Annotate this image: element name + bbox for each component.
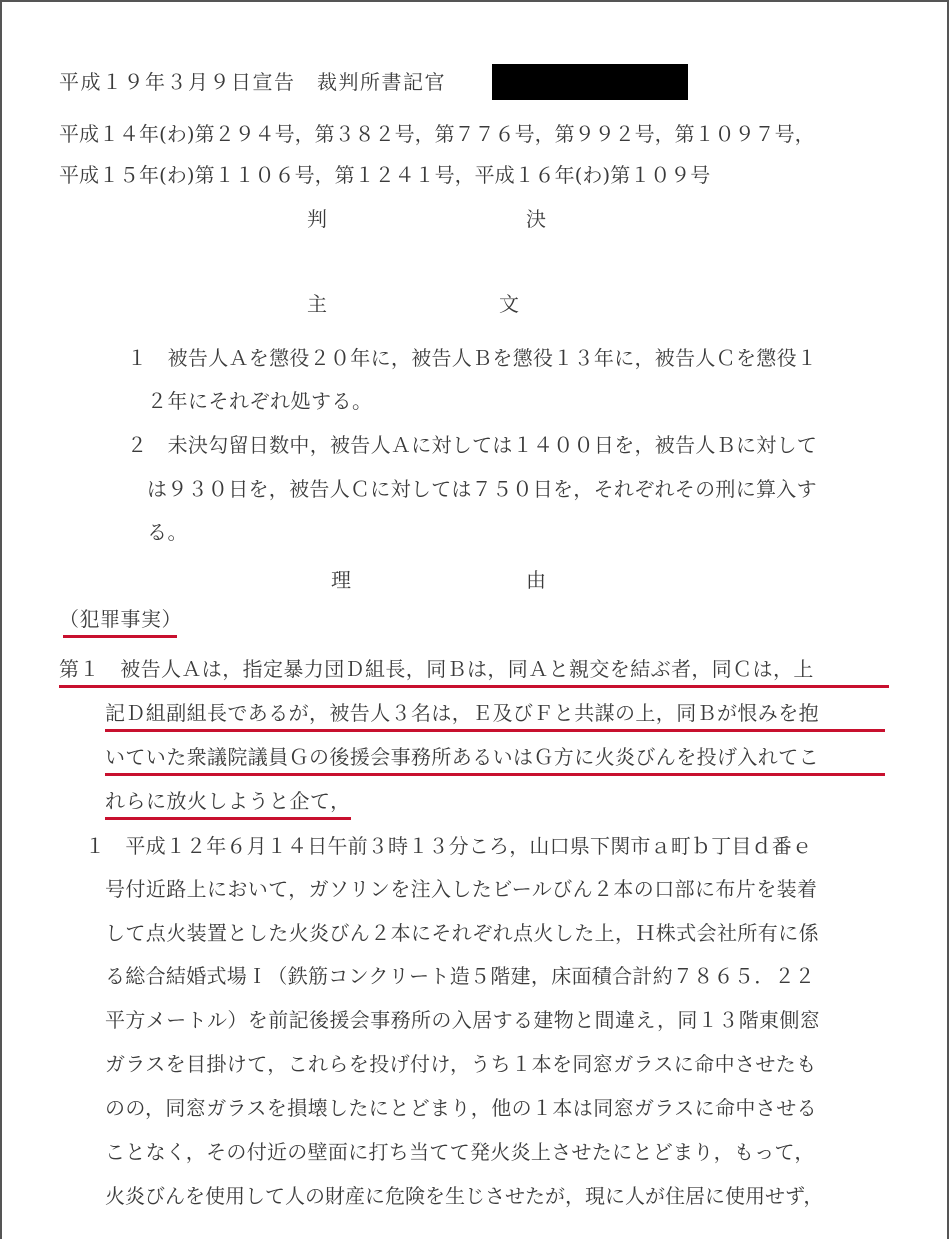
- main-item-2-line-3: る。: [147, 520, 188, 544]
- header-line-3: 平成１５年(わ)第１１０６号，第１２４１号，平成１６年(わ)第１０９号: [59, 163, 711, 187]
- facts-item-1-line-4: る総合結婚式場Ｉ（鉄筋コンクリート造５階建，床面積合計約７８６５．２２: [105, 964, 816, 988]
- title-char-1: 判: [307, 207, 327, 231]
- facts-item-1-line-1: １ 平成１２年６月１４日午前３時１３分ころ，山口県下関市ａ町ｂ丁目ｄ番ｅ: [85, 834, 813, 858]
- main-item-1-line-1: １ 被告人Ａを懲役２０年に，被告人Ｂを懲役１３年に，被告人Ｃを懲役１: [127, 346, 818, 370]
- facts-item-1-line-2: 号付近路上において，ガソリンを注入したビールびん２本の口部に布片を装着: [105, 877, 818, 901]
- facts-para-1-line-2: 記Ｄ組副組長であるが，被告人３名は，Ｅ及びＦと共謀の上，同Ｂが恨みを抱: [105, 701, 819, 725]
- header-line-1: 平成１９年３月９日宣告 裁判所書記官: [59, 70, 446, 94]
- main-text-heading-char-2: 文: [499, 292, 519, 316]
- facts-item-1-line-3: して点火装置とした火炎びん２本にそれぞれ点火した上，Ｈ株式会社所有に係: [105, 921, 819, 945]
- facts-item-1-line-8: ことなく，その付近の壁面に打ち当てて発火炎上させたにとどまり，もって，: [105, 1140, 815, 1164]
- redaction-block: [492, 64, 688, 100]
- title-char-2: 決: [526, 207, 546, 231]
- facts-item-1-line-5: 平方メートル）を前記後援会事務所の入居する建物と間違え，同１３階東側窓: [105, 1008, 821, 1032]
- main-item-1-line-2: ２年にそれぞれ処する。: [147, 389, 373, 413]
- main-item-2-line-2: は９３０日を，被告人Ｃに対しては７５０日を，それぞれその刑に算入す: [147, 477, 817, 501]
- main-text-heading-char-1: 主: [307, 292, 327, 316]
- facts-item-1-line-6: ガラスを目掛けて，これらを投げ付け，うち１本を同窓ガラスに命中させたも: [105, 1052, 817, 1076]
- facts-section-label: （犯罪事実）: [59, 607, 182, 631]
- facts-para-1-line-4: れらに放火しようと企て，: [105, 789, 351, 813]
- facts-item-1-line-7: のの，同窓ガラスを損壊したにとどまり，他の１本は同窓ガラスに命中させる: [105, 1096, 817, 1120]
- header-line-2: 平成１４年(わ)第２９４号，第３８２号，第７７６号，第９９２号，第１０９７号，: [59, 122, 815, 146]
- underline-para-1-line-2: [105, 729, 885, 732]
- reasons-heading-char-1: 理: [331, 568, 351, 592]
- facts-item-1-line-9: 火炎びんを使用して人の財産に危険を生じさせたが，現に人が住居に使用せず，: [105, 1184, 824, 1208]
- main-item-2-line-1: ２ 未決勾留日数中，被告人Ａに対しては１４００日を，被告人Ｂに対して: [127, 433, 818, 457]
- underline-para-1-line-4: [105, 817, 351, 820]
- underline-para-1-line-3: [105, 773, 885, 776]
- reasons-heading-char-2: 由: [526, 568, 546, 592]
- underline-section-label: [63, 635, 177, 638]
- facts-para-1-line-1: 第１ 被告人Ａは，指定暴力団Ｄ組長，同Ｂは，同Ａと親交を結ぶ者，同Ｃは，上: [59, 657, 814, 681]
- facts-para-1-line-3: いていた衆議院議員Ｇの後援会事務所あるいはＧ方に火炎びんを投げ入れてこ: [105, 745, 819, 769]
- underline-para-1-line-1: [59, 685, 889, 688]
